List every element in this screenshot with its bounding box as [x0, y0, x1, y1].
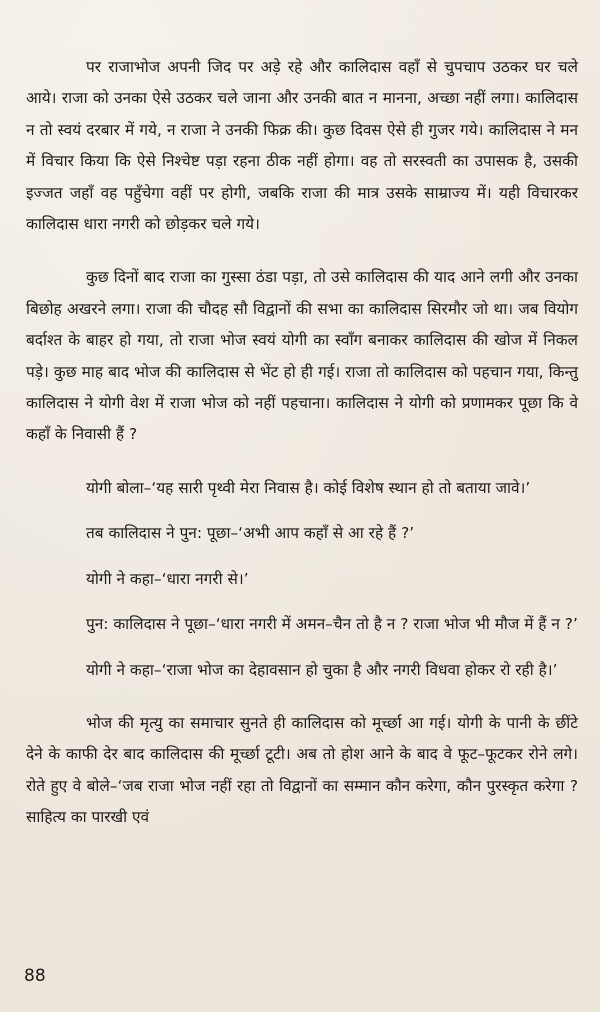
- paragraph-5: योगी ने कहा–‘धारा नगरी से।’: [86, 569, 249, 588]
- paragraph-7: योगी ने कहा–‘राजा भोज का देहावसान हो चुका है और नगरी विधवा होकर रो रही है।’: [86, 660, 558, 679]
- paragraph-1: पर राजाभोज अपनी जिद पर अड़े रहे और कालिदास वहाँ से चुपचाप उठकर घर चले आये। राजा को उनका ऐसे उठकर चले जाना और उनकी बात न मानना, अच्छा नहीं लगा। कालिदास न तो स्वयं दरबार में गये, न राजा ने उनकी फिक्र की। कुछ दिवस ऐसे ही गुजर गये। कालिदास ने मन में विचार किया कि ऐसे निश्चेष्ट पड़ा रहना ठीक नहीं होगा। वह तो सरस्वती का उपासक है, उसकी इज्जत जहाँ वह पहुँचेगा वहीं पर होगी, जबकि राजा की मात्र उसके साम्राज्य में। यही विचारकर कालिदास धारा नगरी को छोड़कर चले गये।: [26, 58, 578, 234]
- paragraph-4: तब कालिदास ने पुन: पूछा–‘अभी आप कहाँ से आ रहे हैं ?’: [86, 524, 415, 543]
- paragraph-3: योगी बोला–‘यह सारी पृथ्वी मेरा निवास है। कोई विशेष स्थान हो तो बताया जावे।’: [86, 478, 531, 497]
- page-number: 88: [24, 966, 46, 986]
- paragraph-8: भोज की मृत्यु का समाचार सुनते ही कालिदास को मूर्च्छा आ गई। योगी के पानी के छींटे देने के काफी देर बाद कालिदास की मूर्च्छा टूटी। अब तो होश आने के बाद वे फूट–फूटकर रोने लगे। रोते हुए वे बोले–‘जब राजा भोज नहीं रहा तो विद्वानों का सम्मान कौन करेगा, कौन पुरस्कृत करेगा ? साहित्य का पारखी एवं: [26, 713, 578, 827]
- page-body: [26, 52, 578, 856]
- paragraph-6: पुन: कालिदास ने पूछा–‘धारा नगरी में अमन–चैन तो है न ? राजा भोज भी मौज में हैं न ?’: [86, 615, 578, 634]
- paragraph-2: कुछ दिनों बाद राजा का गुस्सा ठंडा पड़ा, तो उसे कालिदास की याद आने लगी और उनका बिछोह अखरने लगा। राजा की चौदह सौ विद्वानों की सभा का कालिदास सिरमौर जो था। जब वियोग बर्दाश्त के बाहर हो गया, तो राजा भोज स्वयं योगी का स्वाँग बनाकर कालिदास की खोज में निकल पड़े। कुछ माह बाद भोज की कालिदास से भेंट हो ही गई। राजा तो कालिदास को पहचान गया, किन्तु कालिदास ने योगी वेश में राजा भोज को नहीं पहचाना। कालिदास ने योगी को प्रणामकर पूछा कि वे कहाँ के निवासी हैं ?: [26, 268, 578, 444]
